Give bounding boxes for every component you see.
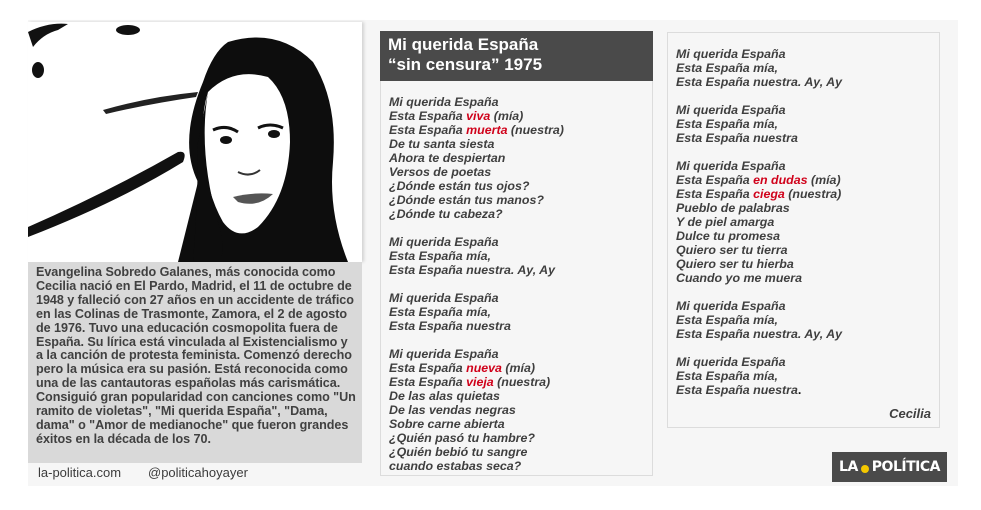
- highlighted-word: viva: [466, 109, 491, 123]
- stanza: [676, 103, 939, 145]
- lyric-line: Esta España nuestra: [676, 131, 798, 145]
- highlighted-word: vieja: [466, 375, 494, 389]
- lyric-line: Esta España mía,: [676, 369, 778, 383]
- lyric-line: Esta España nuestra. Ay, Ay: [389, 263, 555, 277]
- signature: Cecilia: [889, 406, 931, 421]
- lyric-line: Sobre carne abierta: [389, 417, 505, 431]
- lyric-text: Esta España: [676, 173, 754, 187]
- lyric-line: Mi querida España: [676, 103, 786, 117]
- lyric-line: Mi querida España: [676, 47, 786, 61]
- lyric-line: Dulce tu promesa: [676, 229, 780, 243]
- stanza: [389, 235, 652, 277]
- lyric-line: Versos de poetas: [389, 165, 492, 179]
- lyric-line: Mi querida España: [676, 159, 786, 173]
- lyric-line: De las vendas negras: [389, 403, 516, 417]
- lyric-line: ¿Quién bebió tu sangre: [389, 445, 528, 459]
- logo-dot-icon: [861, 465, 869, 473]
- lyric-line: cuando estabas seca?: [389, 459, 522, 473]
- lyric-text: (nuestra): [784, 187, 842, 201]
- lyric-line: Mi querida España: [676, 355, 786, 369]
- lyric-line: Quiero ser tu hierba: [676, 257, 794, 271]
- stanza: [389, 347, 652, 473]
- stanza: [676, 355, 939, 397]
- lyric-line: Cuando yo me muera: [676, 271, 802, 285]
- lyric-line: Esta España mía,: [389, 305, 491, 319]
- lyric-line: Mi querida España: [389, 347, 499, 361]
- lyric-text: (nuestra): [493, 375, 551, 389]
- lyric-text: (mía): [501, 361, 535, 375]
- lyric-line: Esta España mía,: [676, 313, 778, 327]
- lyric-line: Esta España mía,: [389, 249, 491, 263]
- lyric-line: [389, 109, 652, 123]
- lyric-line: Mi querida España: [389, 95, 499, 109]
- portrait-image: [28, 22, 362, 262]
- lyrics-column-1: [380, 81, 653, 476]
- lyric-line: Pueblo de palabras: [676, 201, 790, 215]
- lyric-line: Mi querida España: [676, 299, 786, 313]
- lyric-line: ¿Dónde están tus ojos?: [389, 179, 530, 193]
- lyric-text: (mía): [807, 173, 841, 187]
- final-period: .: [797, 383, 802, 397]
- lyric-line: Mi querida España: [389, 235, 499, 249]
- lyric-line: Ahora te despiertan: [389, 151, 506, 165]
- lyric-text: Esta España: [676, 187, 754, 201]
- biography-text: Evangelina Sobredo Galanes, más conocida como Cecilia nació en El Pardo, Madrid, el 11 de octubre de 1948 y falleció con 27 años en un accidente de tráfico en las Colinas de Trasmonte, Zamora, el 2 de agosto de 1976. Tuvo una educación cosmopolita fuera de España. Su lírica está vinculada al Existencialismo y a la canción de protesta feminista. Comenzó derecho pero la música era su pasión. Está reconocida como una de las cantautoras españolas más carismática. Consiguió gran popularidad con canciones como "Un ramito de violetas", "Mi querida España", "Dama, dama" o "Amor de medianoche" que fueron grandes éxitos en la década de los 70.: [28, 262, 362, 463]
- lyric-line: De las alas quietas: [389, 389, 500, 403]
- lyric-line: [676, 173, 939, 187]
- stanza: [389, 95, 652, 221]
- stanza: [676, 47, 939, 89]
- lyric-line: Mi querida España: [389, 291, 499, 305]
- lyric-line: ¿Dónde están tus manos?: [389, 193, 544, 207]
- lyric-line: [389, 361, 652, 375]
- lyric-text: Esta España nuestra: [676, 383, 798, 397]
- highlighted-word: ciega: [753, 187, 785, 201]
- highlighted-word: muerta: [466, 123, 508, 137]
- lyric-text: Esta España: [389, 123, 467, 137]
- lyric-text: Esta España: [389, 375, 467, 389]
- lyric-text: Esta España: [389, 361, 467, 375]
- social-handle[interactable]: @politicahoyayer: [148, 465, 248, 480]
- website-link[interactable]: la-politica.com: [38, 465, 122, 480]
- lyric-text: (nuestra): [507, 123, 564, 137]
- highlighted-word: nueva: [466, 361, 502, 375]
- lyric-line: Esta España mía,: [676, 61, 778, 75]
- lyric-line: Esta España nuestra. Ay, Ay: [676, 327, 842, 341]
- lyric-line: [676, 187, 939, 201]
- lyric-line: Esta España mía,: [676, 117, 778, 131]
- lyric-line: [676, 383, 939, 397]
- song-title: Mi querida España: [388, 35, 539, 54]
- song-title-banner: [380, 31, 653, 81]
- logo-text-right: POLÍTICA: [871, 459, 940, 475]
- lyric-text: (mía): [490, 109, 524, 123]
- lyric-line: De tu santa siesta: [389, 137, 495, 151]
- lyric-line: Quiero ser tu tierra: [676, 243, 788, 257]
- stanza: [676, 299, 939, 341]
- lyric-line: Y de piel amarga: [676, 215, 775, 229]
- lyric-line: Esta España nuestra: [389, 319, 511, 333]
- stanza: [389, 291, 652, 333]
- song-subtitle: “sin censura” 1975: [388, 55, 543, 74]
- logo-text-left: LA: [839, 459, 858, 475]
- lyric-line: ¿Dónde tu cabeza?: [389, 207, 503, 221]
- stanza: [676, 159, 939, 285]
- highlighted-word: en dudas: [753, 173, 808, 187]
- lyric-text: Esta España: [389, 109, 467, 123]
- lyric-line: [389, 123, 652, 137]
- lyric-line: [389, 375, 652, 389]
- la-politica-logo[interactable]: [832, 452, 947, 482]
- lyric-line: ¿Quién pasó tu hambre?: [389, 431, 535, 445]
- lyrics-column-2: [667, 32, 940, 428]
- lyric-line: Esta España nuestra. Ay, Ay: [676, 75, 842, 89]
